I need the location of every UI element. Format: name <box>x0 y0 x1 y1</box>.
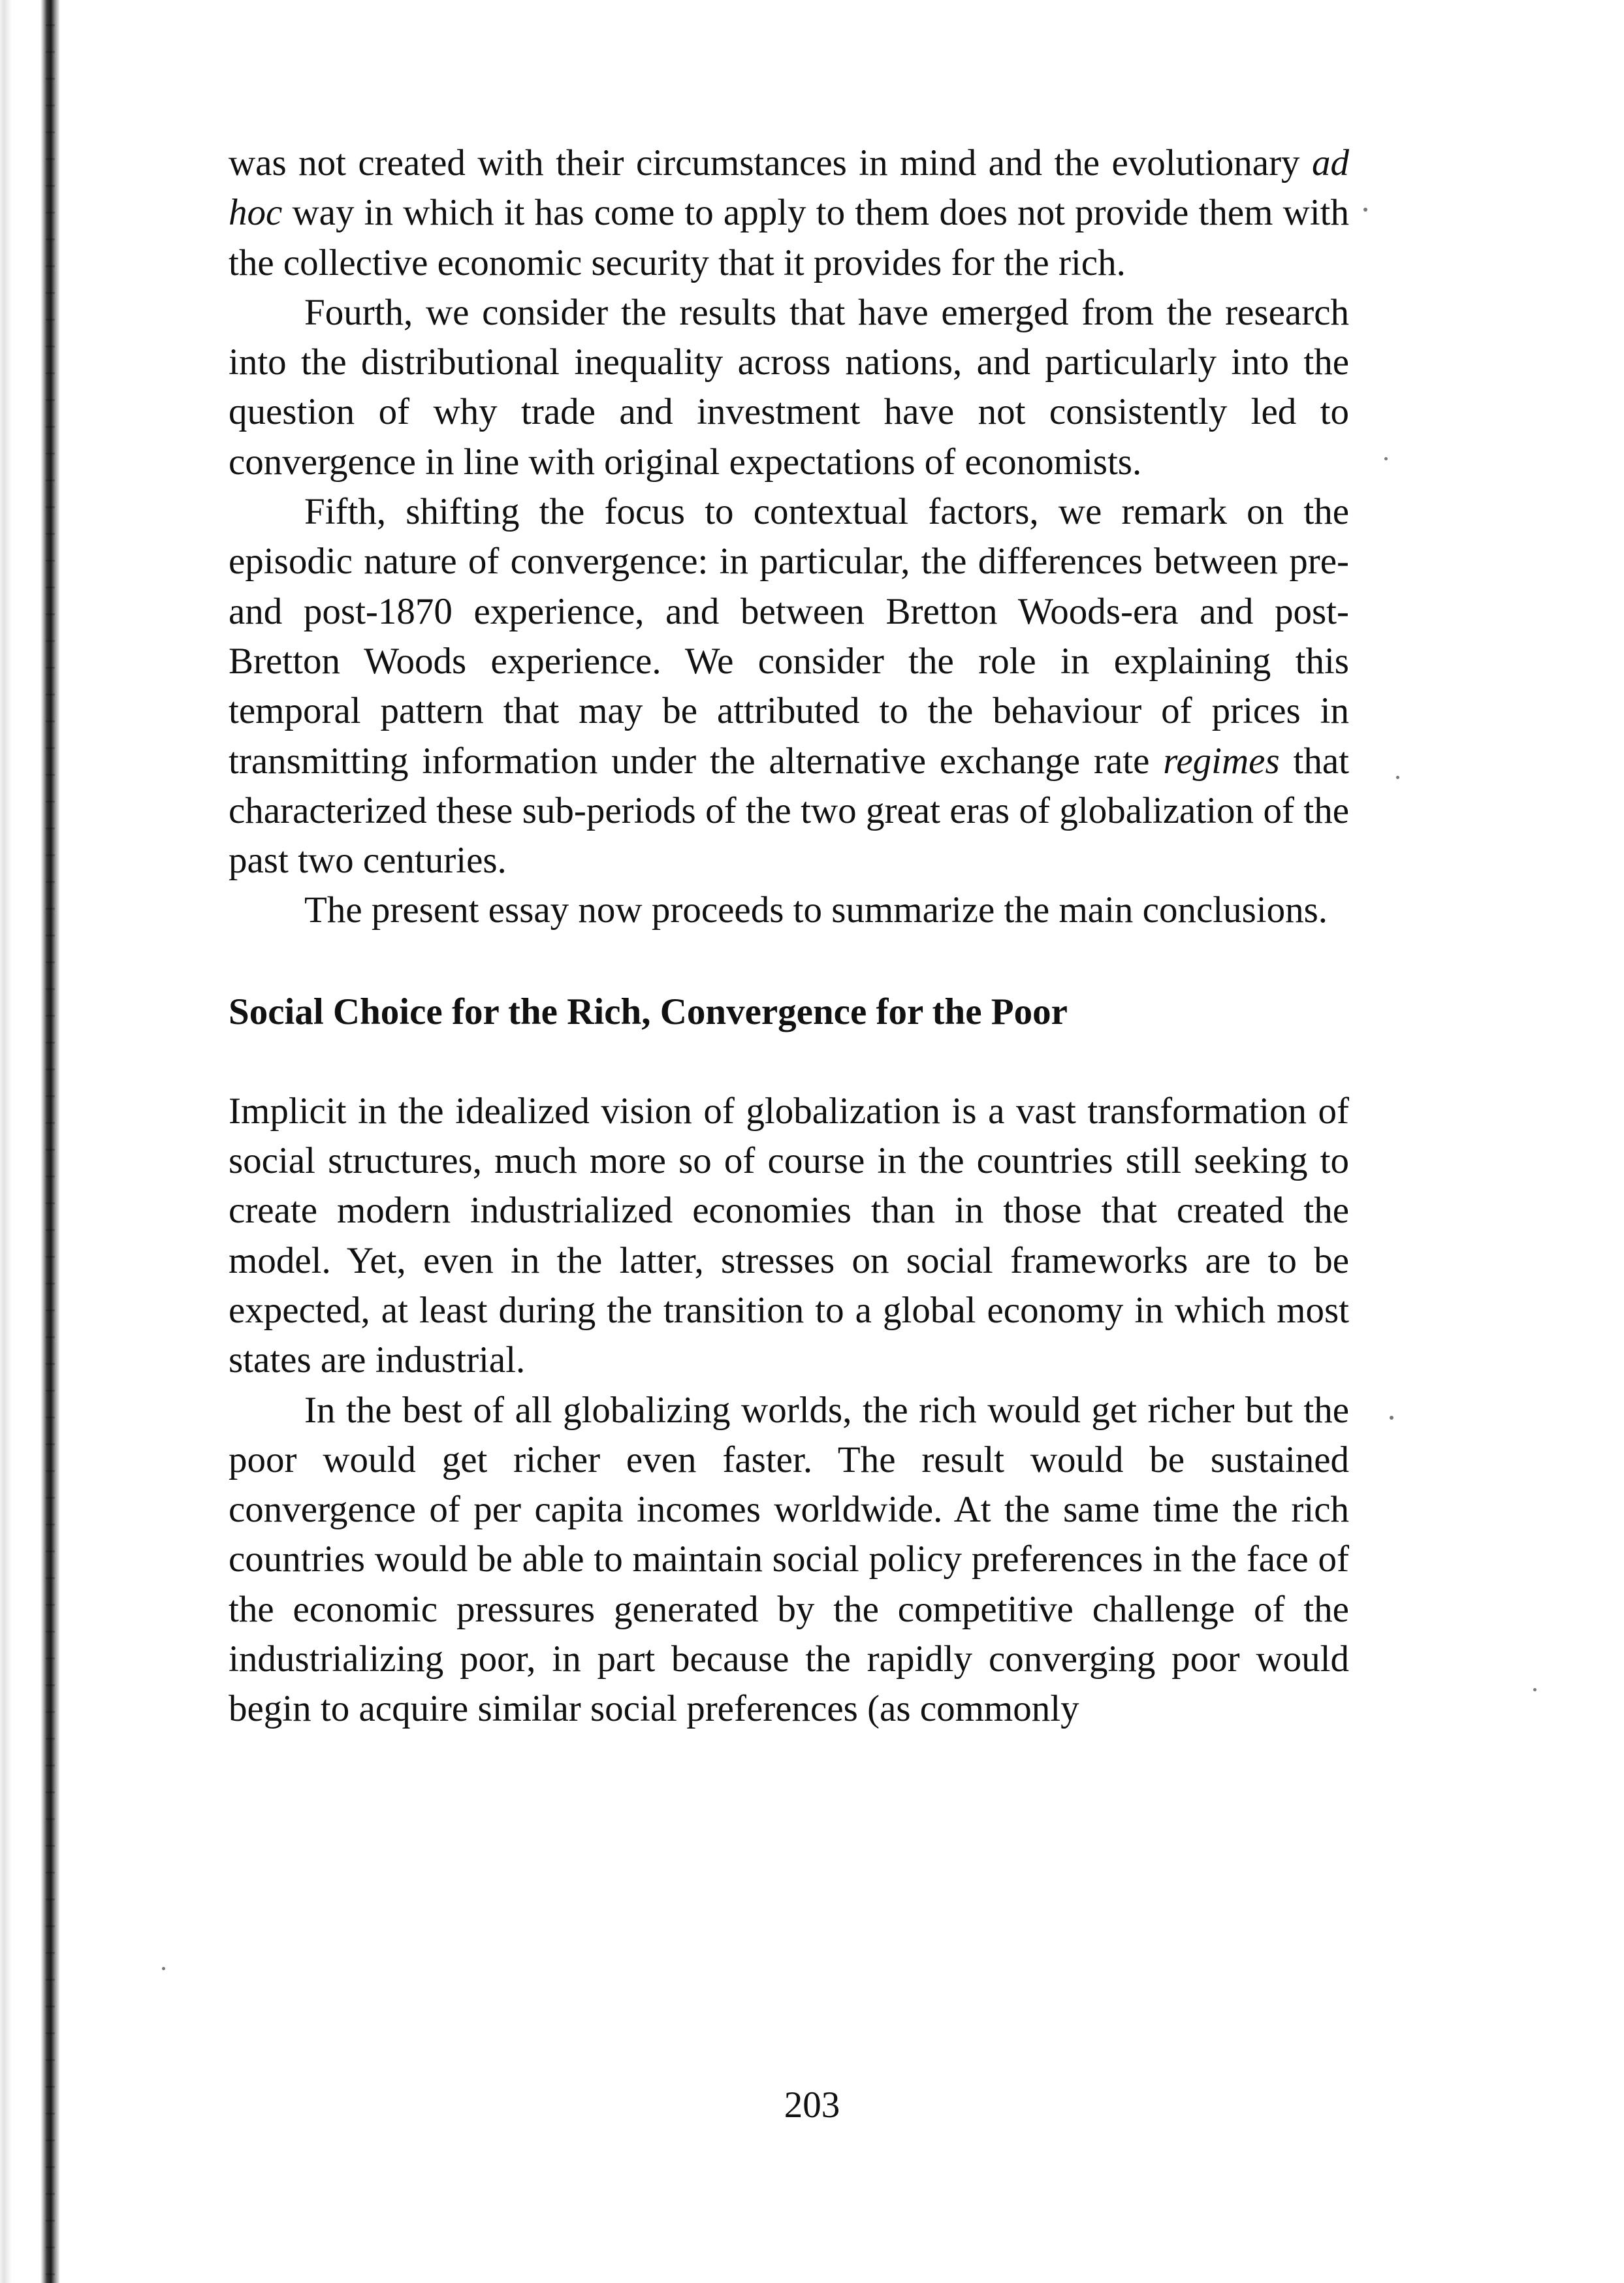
scan-speck <box>162 1967 165 1970</box>
paragraph-text: Fifth, shifting the focus to contextual factors, we remark on the episodic nature of convergence: in particular, the differences between pre- and post-1870 experience, and between Bretton Woods-era and post-Bretton Woods experience. We consider the role in explaining this temporal pattern that may be attributed to the behaviour of prices in transmitting information under the alternative exchange rate <box>229 491 1349 782</box>
book-binding-shadow <box>0 0 85 2283</box>
page-body <box>229 138 1349 1734</box>
scan-speck <box>1390 1416 1393 1420</box>
paragraph-text: way in which it has come to apply to them does not provide them with the collective economic security that it provides for the rich. <box>229 192 1349 283</box>
paragraph-text: was not created with their circumstances in mind and the evolutionary <box>229 142 1312 184</box>
scan-speck <box>1384 457 1388 460</box>
paragraph-text: Fourth, we consider the results that have emerged from the research into the distributional inequality across nations, and particularly into the question of why trade and investment have not consistently led to convergence in line with original expectations of economists. <box>229 291 1349 483</box>
body-text-top <box>229 138 1349 936</box>
page-number: 203 <box>784 2084 840 2126</box>
paragraph-text: that characterized these sub-periods of the two great eras of globalization of the past two centuries. <box>229 740 1349 882</box>
paragraph-text: The present essay now proceeds to summarize the main conclusions. <box>304 889 1328 931</box>
scan-speck <box>1396 776 1399 779</box>
paragraph-p1 <box>229 138 1349 288</box>
scan-speck <box>1533 1688 1536 1691</box>
paragraph-p2 <box>229 288 1349 487</box>
paragraph-p4 <box>229 886 1349 935</box>
scan-speck <box>1363 208 1367 212</box>
body-text-bottom <box>229 1087 1349 1734</box>
paragraph-p3 <box>229 487 1349 886</box>
italic-text: regimes <box>1163 740 1280 782</box>
paragraph-text: In the best of all globalizing worlds, the rich would get richer but the poor would get richer even faster. The result would be sustained convergence of per capita incomes worldwide. At the same time the rich countries would be able to maintain social policy preferences in the face of the economic pressures generated by the competitive challenge of the industrializing poor, in part because the rapidly converging poor would begin to acquire similar social preferences (as commonly <box>229 1389 1349 1730</box>
italic-text: ad hoc <box>229 142 1349 234</box>
section-heading: Social Choice for the Rich, Convergence for the Poor <box>229 991 1068 1032</box>
paragraph-text: Implicit in the idealized vision of globalization is a vast transformation of social structures, much more so of course in the countries still seeking to create modern industrialized economies than in those that created the model. Yet, even in the latter, stresses on social frameworks are to be expected, at least during the transition to a global economy in which most states are industrial. <box>229 1090 1349 1381</box>
paragraph-p5 <box>229 1087 1349 1386</box>
paragraph-p6 <box>229 1386 1349 1734</box>
